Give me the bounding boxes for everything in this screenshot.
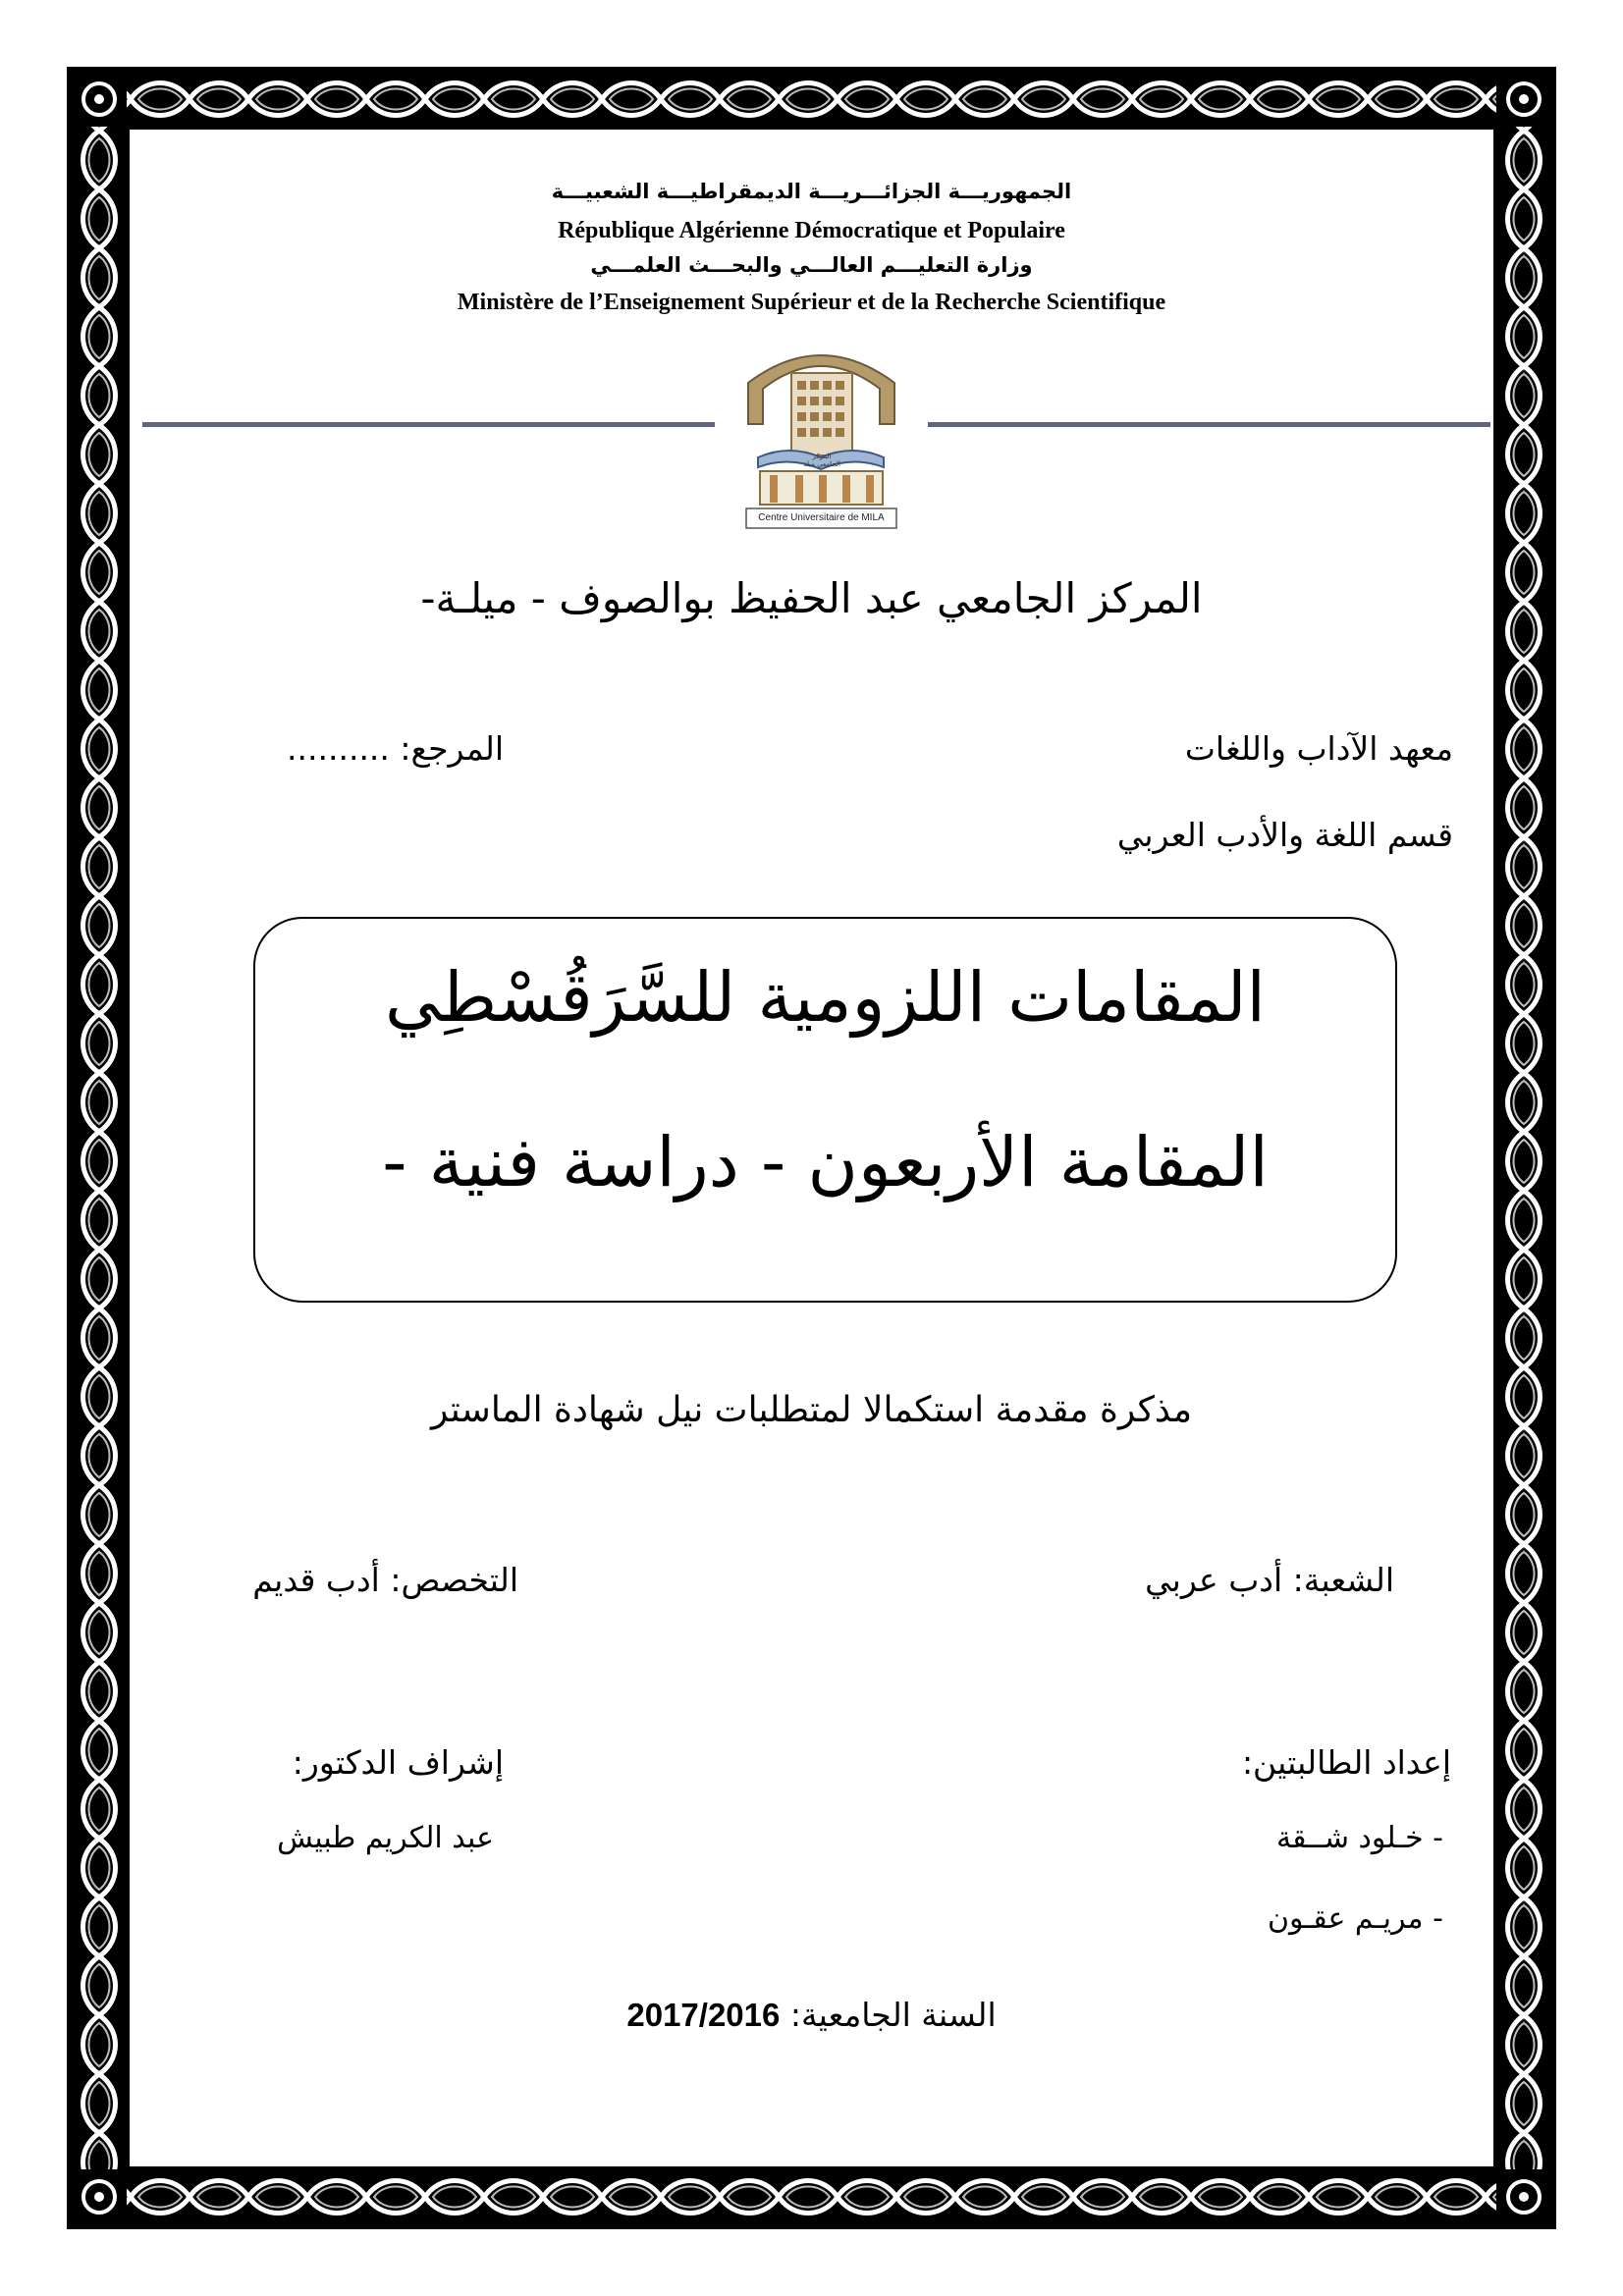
- border-corner-ornament: [1496, 72, 1551, 127]
- academic-year-label: السنة الجامعية:: [789, 1996, 997, 2034]
- border-band-right: [1496, 72, 1551, 2224]
- reference-field: المرجع: ..........: [287, 729, 504, 768]
- branch-field: الشعبة: أدب عربي: [1145, 1561, 1394, 1599]
- thesis-title-main: المقامات اللزومية للسَّرَقُسْطِي: [385, 957, 1266, 1038]
- header-rule-right: [928, 422, 1490, 427]
- republic-name-ar: الجمهوريـــة الجزائـــريـــة الديمقراطيـــة الشعبيـــة: [551, 180, 1072, 203]
- institution-name: المركز الجامعي عبد الحفيظ بوالصوف - ميلـة-: [420, 574, 1203, 622]
- border-band-bottom: [72, 2169, 1551, 2224]
- border-corner-ornament: [72, 72, 127, 127]
- university-logo: [740, 336, 902, 530]
- logo-banner-text: المركز الجامعي ميلة: [803, 453, 840, 468]
- republic-name-fr: République Algérienne Démocratique et Populaire: [558, 218, 1065, 243]
- logo-caption: Centre Universitaire de MILA: [758, 512, 885, 523]
- border-band-top: [72, 72, 1551, 127]
- header-rule-left: [142, 422, 715, 427]
- border-band-left: [72, 72, 127, 2224]
- ministry-name-ar: وزارة التعليـــم العالـــي والبحـــث العلمـــي: [590, 253, 1033, 277]
- supervisor-name: عبد الكريم طبيش: [277, 1821, 494, 1855]
- student-name: - مريـم عقـون: [1267, 1901, 1443, 1936]
- border-corner-ornament: [1496, 2169, 1551, 2224]
- thesis-purpose: مذكرة مقدمة استكمالا لمتطلبات نيل شهادة الماستر: [430, 1390, 1193, 1430]
- supervisor-label: إشراف الدكتور:: [292, 1743, 504, 1782]
- academic-year-value: 2017/2016: [626, 1997, 781, 2033]
- ministry-name-fr: Ministère de l’Enseignement Supérieur et de la Recherche Scientifique: [457, 290, 1166, 315]
- border-corner-ornament: [72, 2169, 127, 2224]
- student-name: - خـلود شــقة: [1276, 1821, 1443, 1855]
- thesis-title-subtitle: المقامة الأربعون - دراسة فنية -: [382, 1122, 1269, 1202]
- department-name: قسم اللغة والأدب العربي: [1116, 816, 1453, 854]
- academic-year: [0, 1996, 1623, 2034]
- students-label: إعداد الطالبتين:: [1241, 1743, 1451, 1782]
- institute-name: معهد الآداب واللغات: [1184, 729, 1453, 768]
- specialty-field: التخصص: أدب قديم: [252, 1561, 518, 1599]
